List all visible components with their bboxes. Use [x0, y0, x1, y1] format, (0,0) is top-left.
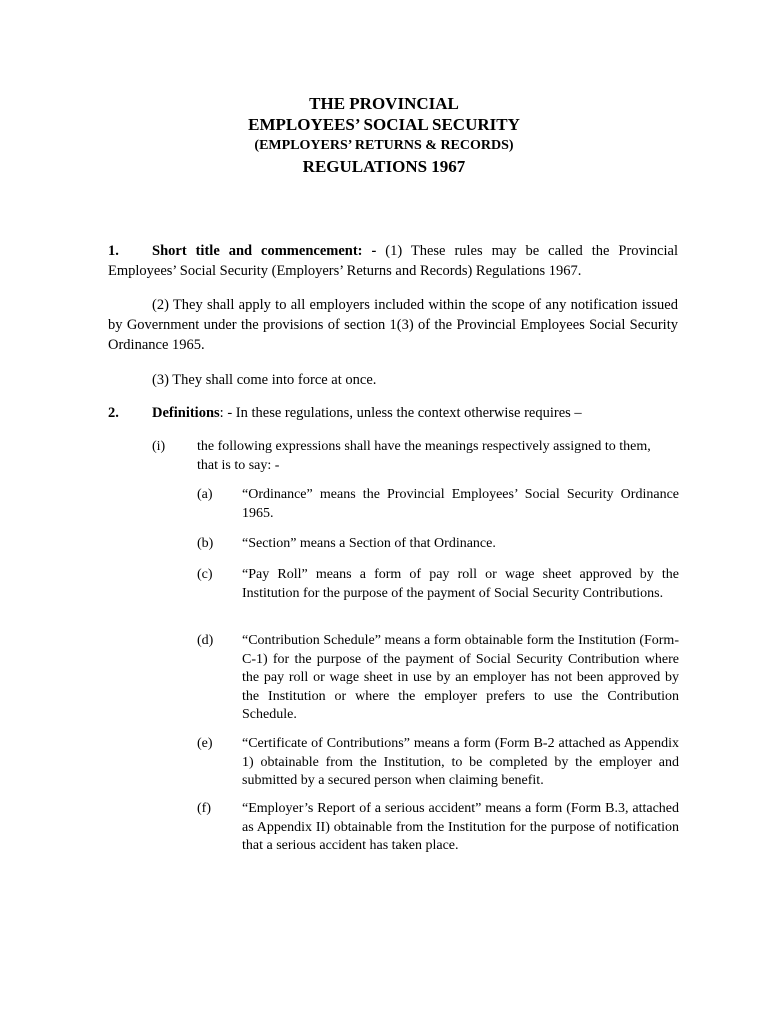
section-1-number: 1.	[108, 243, 119, 259]
item-label: (e)	[197, 736, 213, 751]
definition-item-c	[197, 566, 679, 603]
definition-item-d	[197, 632, 679, 725]
document-title	[0, 93, 768, 177]
item-label: (d)	[197, 633, 214, 648]
definition-item-i	[152, 438, 652, 475]
item-text: “Contribution Schedule” means a form obtainable form the Institution (Form-C-1) for the purpose of the payment of Social Security Contribution where the pay roll or wage sheet in use by an employer has not been approved by the Institution or where the employer prefers to use the Contribution Schedule.	[242, 633, 679, 722]
definition-item-b	[197, 535, 679, 554]
section-2-heading: Definitions	[152, 405, 220, 421]
item-text: “Ordinance” means the Provincial Employees’ Social Security Ordinance 1965.	[242, 487, 679, 521]
title-line-4: REGULATIONS 1967	[302, 157, 466, 176]
item-text: “Employer’s Report of a serious accident” means a form (Form B.3, attached as Appendix II) obtainable from the Institution for the purpose of notification that a serious accident has taken place.	[242, 801, 679, 853]
item-text: the following expressions shall have the meanings respectively assigned to them, that is to say: -	[197, 439, 651, 473]
section-1-clause-1	[108, 241, 678, 281]
item-label: (c)	[197, 567, 213, 582]
title-line-2: EMPLOYEES’ SOCIAL SECURITY	[248, 115, 520, 134]
definition-item-a	[197, 486, 679, 523]
section-2-intro	[108, 403, 678, 423]
section-1-clause-3: (3) They shall come into force at once.	[152, 372, 377, 388]
section-1-clause-1-text: (1) These rules may be called the Provincial Employees’ Social Security (Employers’ Returns and Records) Regulations 1967.	[108, 243, 678, 279]
item-text: “Section” means a Section of that Ordinance.	[242, 536, 496, 551]
item-label: (f)	[197, 801, 211, 816]
item-label: (a)	[197, 487, 213, 502]
section-2-intro-text: : - In these regulations, unless the context otherwise requires –	[219, 405, 582, 421]
item-label: (i)	[152, 439, 166, 454]
title-line-1: THE PROVINCIAL	[309, 94, 459, 113]
item-label: (b)	[197, 536, 214, 551]
definition-item-e	[197, 735, 679, 791]
section-1-heading: Short title and commencement: -	[152, 243, 377, 259]
section-1-clause-2: (2) They shall apply to all employers included within the scope of any notification issued by Government under the provisions of section 1(3) of the Provincial Employees Social Security Ordinance 1965.	[108, 297, 678, 353]
title-line-3: (EMPLOYERS’ RETURNS & RECORDS)	[254, 138, 514, 153]
definition-item-f	[197, 800, 679, 856]
item-text: “Certificate of Contributions” means a form (Form B-2 attached as Appendix 1) obtainable from the Institution, to be completed by the employer and submitted by a secured person when claiming benefit.	[242, 736, 679, 788]
section-2-number: 2.	[108, 405, 119, 421]
item-text: “Pay Roll” means a form of pay roll or wage sheet approved by the Institution for the purpose of the payment of Social Security Contributions.	[242, 567, 679, 601]
